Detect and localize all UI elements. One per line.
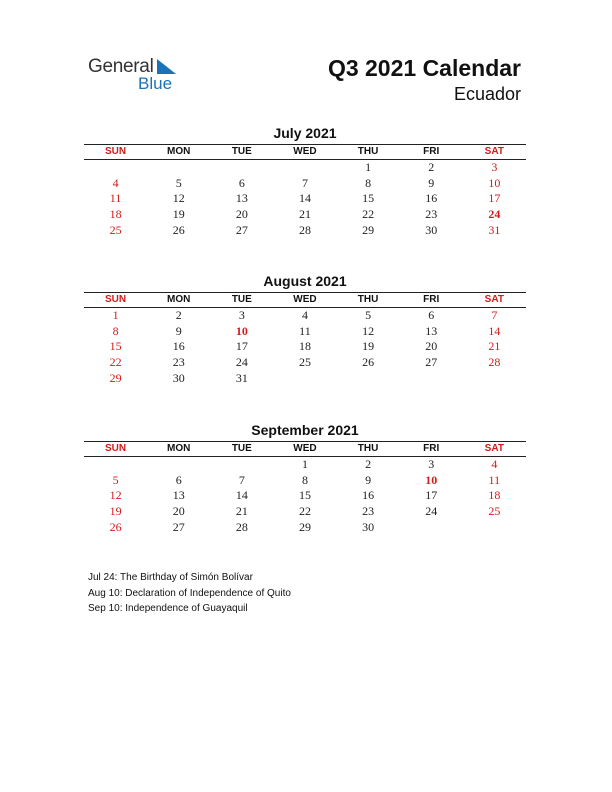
empty-day-cell (84, 160, 147, 176)
holiday-note: Aug 10: Declaration of Independence of Quito (88, 587, 291, 599)
day-cell: 14 (298, 191, 311, 206)
week-row (84, 191, 526, 207)
day-cell: 20 (172, 504, 185, 519)
week-row (84, 473, 526, 489)
day-cell: 10 (488, 175, 501, 190)
day-cell: 20 (425, 339, 438, 354)
day-cell: 7 (491, 308, 498, 322)
day-cell: 24 (425, 504, 438, 519)
day-cell: 18 (298, 339, 311, 354)
month-title: July 2021 (273, 125, 337, 141)
weekday-header-row (84, 442, 526, 456)
day-cell: 1 (112, 308, 119, 322)
day-cell: 28 (488, 355, 501, 370)
day-cell: 8 (112, 323, 119, 338)
week-row (84, 504, 526, 520)
day-cell: 16 (362, 488, 375, 503)
week-row (84, 457, 526, 473)
weekday-label: SUN (105, 294, 127, 305)
day-cell: 2 (175, 308, 182, 322)
empty-day-cell (147, 160, 210, 176)
week-row (84, 160, 526, 176)
weekday-label: WED (293, 443, 317, 454)
day-cell: 25 (109, 222, 122, 237)
weekday-label: TUE (231, 146, 252, 157)
empty-day-cell (337, 371, 400, 387)
day-cell: 16 (425, 191, 438, 206)
day-cell: 27 (172, 519, 185, 534)
day-cell: 10 (235, 323, 248, 338)
day-cell: 24 (488, 207, 501, 222)
empty-day-cell (84, 457, 147, 473)
day-cell: 28 (235, 519, 248, 534)
day-cell: 30 (362, 519, 375, 534)
day-cell: 20 (235, 207, 248, 222)
day-cell: 13 (425, 323, 438, 338)
day-cell: 30 (425, 222, 438, 237)
holiday-note: Jul 24: The Birthday of Simón Bolívar (88, 572, 253, 583)
day-cell: 1 (301, 457, 308, 471)
day-cell: 6 (175, 472, 182, 487)
day-cell: 11 (299, 323, 311, 338)
empty-day-cell (210, 457, 273, 473)
month-july (84, 125, 526, 238)
day-cell: 3 (491, 160, 498, 174)
day-cell: 24 (235, 355, 248, 370)
day-cell: 15 (109, 339, 122, 354)
weekday-header-row (84, 293, 526, 307)
empty-day-cell (210, 160, 273, 176)
empty-day-cell (147, 457, 210, 473)
month-title: September 2021 (251, 422, 359, 438)
day-cell: 3 (428, 457, 435, 471)
day-cell: 13 (235, 191, 248, 206)
week-row (84, 308, 526, 324)
weekday-label: THU (357, 146, 379, 157)
day-cell: 26 (172, 222, 185, 237)
weekday-label: SAT (484, 146, 504, 157)
day-cell: 4 (112, 175, 119, 190)
day-cell: 19 (109, 504, 122, 519)
day-cell: 25 (488, 504, 501, 519)
weekday-label: THU (357, 443, 379, 454)
empty-day-cell (273, 371, 336, 387)
month-august (84, 273, 526, 386)
day-cell: 6 (428, 308, 435, 322)
empty-day-cell (463, 520, 526, 536)
week-row (84, 488, 526, 504)
logo-blue-text: Blue (138, 74, 173, 93)
day-cell: 12 (172, 191, 185, 206)
day-cell: 26 (109, 519, 122, 534)
day-cell: 11 (109, 191, 122, 206)
day-cell: 21 (488, 339, 501, 354)
day-cell: 9 (428, 175, 435, 190)
day-cell: 29 (362, 222, 375, 237)
weekday-label: THU (357, 294, 379, 305)
weekday-label: FRI (423, 443, 440, 454)
week-row (84, 355, 526, 371)
weekday-label: SUN (105, 146, 127, 157)
week-row (84, 339, 526, 355)
day-cell: 4 (491, 457, 498, 471)
day-cell: 18 (488, 488, 501, 503)
day-cell: 10 (425, 472, 438, 487)
day-cell: 14 (235, 488, 248, 503)
day-cell: 18 (109, 207, 122, 222)
holiday-notes (88, 570, 291, 617)
day-cell: 23 (172, 355, 185, 370)
week-row (84, 371, 526, 387)
day-cell: 16 (172, 339, 185, 354)
day-cell: 22 (298, 504, 311, 519)
weekday-label: MON (167, 294, 191, 305)
week-row (84, 176, 526, 192)
day-cell: 5 (175, 175, 182, 190)
weekday-label: SAT (484, 294, 504, 305)
empty-day-cell (273, 160, 336, 176)
empty-day-cell (463, 371, 526, 387)
day-cell: 31 (235, 370, 248, 385)
country-name: Ecuador (453, 84, 521, 104)
day-cell: 22 (362, 207, 375, 222)
week-row (84, 324, 526, 340)
day-cell: 2 (428, 160, 435, 174)
day-cell: 28 (298, 222, 311, 237)
weekday-label: MON (167, 146, 191, 157)
week-row (84, 520, 526, 536)
day-cell: 9 (365, 472, 372, 487)
week-row (84, 207, 526, 223)
holiday-note: Sep 10: Independence of Guayaquil (88, 603, 248, 614)
day-cell: 7 (238, 472, 245, 487)
weekday-label: SUN (105, 443, 127, 454)
month-title: August 2021 (263, 273, 347, 289)
weekday-label: SAT (484, 443, 504, 454)
day-cell: 12 (362, 323, 375, 338)
day-cell: 22 (109, 355, 122, 370)
day-cell: 30 (172, 370, 185, 385)
day-cell: 17 (488, 191, 501, 206)
day-cell: 2 (365, 457, 372, 471)
day-cell: 15 (298, 488, 311, 503)
day-cell: 29 (109, 370, 122, 385)
day-cell: 17 (235, 339, 248, 354)
day-cell: 5 (365, 308, 372, 322)
empty-day-cell (400, 520, 463, 536)
weekday-label: FRI (423, 294, 440, 305)
weekday-label: MON (167, 443, 191, 454)
weekday-label: WED (293, 146, 317, 157)
weekday-label: TUE (231, 294, 252, 305)
day-cell: 9 (175, 323, 182, 338)
day-cell: 27 (235, 222, 248, 237)
day-cell: 19 (362, 339, 375, 354)
day-cell: 14 (488, 323, 501, 338)
day-cell: 1 (365, 160, 372, 174)
day-cell: 25 (298, 355, 311, 370)
day-cell: 17 (425, 488, 438, 503)
empty-day-cell (400, 371, 463, 387)
weekday-label: TUE (231, 443, 252, 454)
day-cell: 19 (172, 207, 185, 222)
week-row (84, 223, 526, 239)
logo-flag-icon (157, 59, 176, 74)
month-september (84, 422, 526, 535)
day-cell: 5 (112, 472, 119, 487)
weekday-label: FRI (423, 146, 440, 157)
day-cell: 8 (365, 175, 372, 190)
day-cell: 13 (172, 488, 185, 503)
day-cell: 21 (298, 207, 311, 222)
day-cell: 15 (362, 191, 375, 206)
day-cell: 8 (301, 472, 308, 487)
day-cell: 27 (425, 355, 438, 370)
day-cell: 4 (301, 308, 308, 322)
page-title: Q3 2021 Calendar (327, 55, 521, 81)
day-cell: 6 (238, 175, 245, 190)
weekday-label: WED (293, 294, 317, 305)
day-cell: 7 (301, 175, 308, 190)
day-cell: 31 (488, 222, 501, 237)
day-cell: 23 (425, 207, 438, 222)
weekday-header-row (84, 145, 526, 159)
day-cell: 3 (238, 308, 245, 322)
logo (88, 56, 198, 96)
day-cell: 23 (362, 504, 375, 519)
day-cell: 21 (235, 504, 248, 519)
day-cell: 11 (488, 472, 501, 487)
day-cell: 12 (109, 488, 122, 503)
day-cell: 26 (362, 355, 375, 370)
day-cell: 29 (298, 519, 311, 534)
logo-general-text: General (88, 56, 154, 77)
